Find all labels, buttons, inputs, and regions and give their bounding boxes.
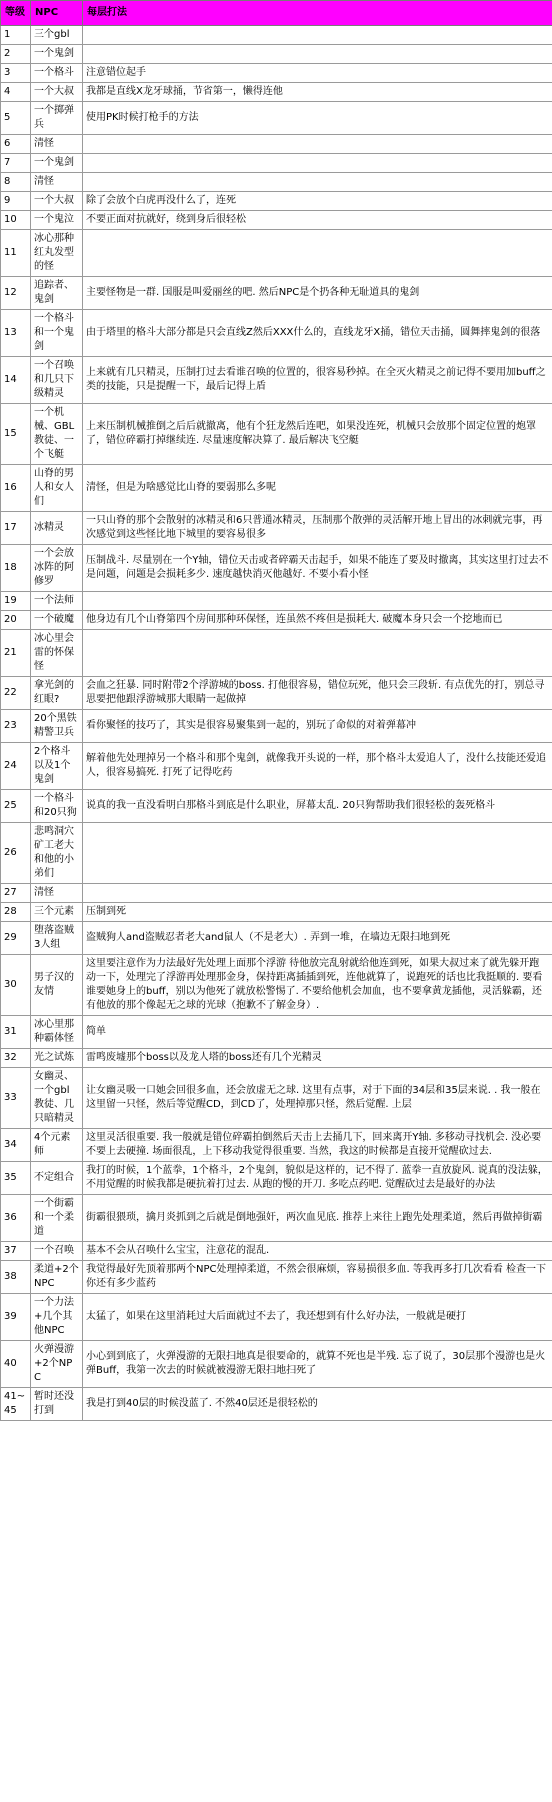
tip-cell: 这里要注意作为力法最好先处理上面那个浮游 待他放完乱射就给他连到死，如果大叔过来了就先躲开跑动一下，处理完了浮游再处理那金身，保持距离插插到死，连他就算了，说跑死的话也比我挺顺的. 要看谁要她身上的buff，别以为他死了就放松警惕了. 不要给他机会加血，也不要拿黄龙插他，灵活躲霸，还有他放的那个像起无之球的光球（抱歉不了解金身）. <box>83 955 552 1016</box>
table-row <box>1 173 552 192</box>
table-row <box>1 211 552 230</box>
npc-cell: 清怪 <box>31 884 83 903</box>
npc-cell: 冰心里那种霸体怪 <box>31 1016 83 1049</box>
tip-cell: 街霸很猥琐，擒月炎抓到之后就是倒地强奸，两次血见底. 推荐上来往上跑先处理柔道，然后再做掉街霸 <box>83 1195 552 1242</box>
table-row <box>1 1162 552 1195</box>
level-cell: 27 <box>1 884 31 903</box>
tip-cell: 解着他先处理掉另一个格斗和那个鬼剑，就像我开头说的一样，那个格斗太爱追人了，没什么技能还爱追人，很容易搞死. 打死了记得吃药 <box>83 743 552 790</box>
tip-cell: 上来压制机械推倒之后后就撤离，他有个狂龙然后连吧，如果没连死，机械只会放那个固定位置的炮罩了，错位碎霸打掉继续连. 尽量速度解决算了. 最后解决飞空艇 <box>83 404 552 465</box>
tip-cell: 我是打到40层的时候没蓝了. 不然40层还是很轻松的 <box>83 1388 552 1421</box>
tip-cell: 清怪，但是为啥感觉比山脊的要弱那么多呢 <box>83 465 552 512</box>
npc-cell: 拿光剑的红眼? <box>31 677 83 710</box>
level-cell: 7 <box>1 154 31 173</box>
tip-cell: 压制战斗. 尽量别在一个Y轴，错位天击或者碎霸天击起手，如果不能连了要及时撤离，其实这里打过去不是问题，问题是会损耗多少. 速度越快消灭他越好. 不要小看小怪 <box>83 545 552 592</box>
npc-cell: 火弹漫游+2个NPC <box>31 1341 83 1388</box>
header-level: 等级 <box>1 1 31 26</box>
tip-cell: 不要正面对抗就好，绕到身后很轻松 <box>83 211 552 230</box>
level-cell: 32 <box>1 1049 31 1068</box>
tip-cell: 太猛了，如果在这里消耗过大后面就过不去了，我还想到有什么好办法，一般就是硬打 <box>83 1294 552 1341</box>
level-cell: 33 <box>1 1068 31 1129</box>
table-row <box>1 192 552 211</box>
level-cell: 26 <box>1 823 31 884</box>
level-cell: 36 <box>1 1195 31 1242</box>
tip-cell <box>83 135 552 154</box>
npc-cell: 2个格斗以及1个鬼剑 <box>31 743 83 790</box>
table-body <box>1 26 552 1421</box>
tip-cell: 盗贼狗人and盗贼忍者老大and鼠人（不是老大）. 弄到一堆，在墙边无限扫地到死 <box>83 922 552 955</box>
table-row <box>1 592 552 611</box>
level-cell: 13 <box>1 310 31 357</box>
level-cell: 37 <box>1 1242 31 1261</box>
npc-cell: 冰精灵 <box>31 512 83 545</box>
table-row <box>1 710 552 743</box>
table-row <box>1 512 552 545</box>
tip-cell: 除了会放个白虎再没什么了，连死 <box>83 192 552 211</box>
table-row <box>1 1049 552 1068</box>
tip-cell <box>83 230 552 277</box>
level-cell: 20 <box>1 611 31 630</box>
npc-cell: 4个元素师 <box>31 1129 83 1162</box>
table-row <box>1 83 552 102</box>
tip-cell <box>83 45 552 64</box>
npc-cell: 一个会放冰阵的阿修罗 <box>31 545 83 592</box>
table-row <box>1 884 552 903</box>
table-row <box>1 611 552 630</box>
npc-cell: 清怪 <box>31 135 83 154</box>
level-cell: 1 <box>1 26 31 45</box>
npc-cell: 一个掷弹兵 <box>31 102 83 135</box>
tip-cell <box>83 592 552 611</box>
level-cell: 31 <box>1 1016 31 1049</box>
tip-cell: 我觉得最好先顶着那两个NPC处理掉柔道，不然会很麻烦，容易损很多血. 等我再多打几次看看 检查一下你还有多少蓝药 <box>83 1261 552 1294</box>
tip-cell: 会血之狂暴. 同时附带2个浮游城的boss. 打他很容易，错位玩死，他只会三段斩. 有点优先的打，别总寻思要把他跟浮游城那大眼睛一起做掉 <box>83 677 552 710</box>
table-row <box>1 26 552 45</box>
table-row <box>1 1388 552 1421</box>
table-row <box>1 465 552 512</box>
table-row <box>1 743 552 790</box>
level-cell: 34 <box>1 1129 31 1162</box>
npc-cell: 冰心那种红丸发型的怪 <box>31 230 83 277</box>
level-cell: 10 <box>1 211 31 230</box>
level-cell: 16 <box>1 465 31 512</box>
npc-cell: 一个召唤 <box>31 1242 83 1261</box>
level-cell: 15 <box>1 404 31 465</box>
npc-cell: 三个元素 <box>31 903 83 922</box>
table-row <box>1 903 552 922</box>
table-row <box>1 823 552 884</box>
npc-cell: 20个黑铁精警卫兵 <box>31 710 83 743</box>
npc-cell: 一个格斗和20只狗 <box>31 790 83 823</box>
npc-cell: 一个大叔 <box>31 83 83 102</box>
table-row <box>1 1261 552 1294</box>
table-row <box>1 45 552 64</box>
npc-cell: 一个大叔 <box>31 192 83 211</box>
tip-cell: 说真的我一直没看明白那格斗到底是什么职业，屏幕太乱. 20只狗帮助我们很轻松的轰死格斗 <box>83 790 552 823</box>
tip-cell: 让女幽灵吸一口她会回很多血，还会放虚无之球. 这里有点事，对于下面的34层和35层来说. . 我一般在这里留一只怪，然后等觉醒CD，到CD了，处理掉那只怪，然后觉醒. 上层 <box>83 1068 552 1129</box>
table-row <box>1 357 552 404</box>
table-row <box>1 277 552 310</box>
table-row <box>1 922 552 955</box>
table-row <box>1 1341 552 1388</box>
npc-cell: 一个力法+几个其他NPC <box>31 1294 83 1341</box>
npc-cell: 柔道+2个NPC <box>31 1261 83 1294</box>
table-row <box>1 677 552 710</box>
table-row <box>1 64 552 83</box>
tip-cell: 小心到到底了，火弹漫游的无限扫地真是很要命的，就算不死也是半残. 忘了说了，30层那个漫游也是火弹Buff，我第一次去的时候就被漫游无限扫地扫死了 <box>83 1341 552 1388</box>
header-tip: 每层打法 <box>83 1 552 26</box>
npc-cell: 清怪 <box>31 173 83 192</box>
tip-cell: 使用PK时候打枪手的方法 <box>83 102 552 135</box>
table-row <box>1 102 552 135</box>
npc-cell: 山脊的男人和女人们 <box>31 465 83 512</box>
tip-cell: 压制到死 <box>83 903 552 922</box>
tip-cell: 基本不会从召唤什么宝宝，注意花的混乱. <box>83 1242 552 1261</box>
level-cell: 12 <box>1 277 31 310</box>
npc-cell: 一个召唤和几只下级精灵 <box>31 357 83 404</box>
level-cell: 6 <box>1 135 31 154</box>
npc-cell: 一个鬼剑 <box>31 154 83 173</box>
tip-cell <box>83 26 552 45</box>
header-npc: NPC <box>31 1 83 26</box>
level-cell: 8 <box>1 173 31 192</box>
table-row <box>1 135 552 154</box>
level-cell: 11 <box>1 230 31 277</box>
tip-cell: 看你聚怪的技巧了，其实是很容易聚集到一起的，别玩了命似的对着弹幕冲 <box>83 710 552 743</box>
table-row <box>1 1068 552 1129</box>
table-row <box>1 955 552 1016</box>
tip-cell <box>83 630 552 677</box>
table-row <box>1 1294 552 1341</box>
tip-cell <box>83 173 552 192</box>
npc-cell: 不定组合 <box>31 1162 83 1195</box>
table-row <box>1 1195 552 1242</box>
level-cell: 41~45 <box>1 1388 31 1421</box>
level-cell: 5 <box>1 102 31 135</box>
tip-cell: 简单 <box>83 1016 552 1049</box>
npc-cell: 光之试炼 <box>31 1049 83 1068</box>
level-cell: 38 <box>1 1261 31 1294</box>
npc-cell: 堕落盗贼3人组 <box>31 922 83 955</box>
npc-cell: 暂时还没打到 <box>31 1388 83 1421</box>
npc-cell: 男子汉的友情 <box>31 955 83 1016</box>
tip-cell: 注意错位起手 <box>83 64 552 83</box>
npc-cell: 一个法师 <box>31 592 83 611</box>
npc-cell: 一个鬼剑 <box>31 45 83 64</box>
npc-cell: 一个街霸和一个柔道 <box>31 1195 83 1242</box>
level-cell: 40 <box>1 1341 31 1388</box>
tip-cell: 主要怪物是一群. 国服是叫爱丽丝的吧. 然后NPC是个扔各种无耻道具的鬼剑 <box>83 277 552 310</box>
table-row <box>1 1129 552 1162</box>
table-row <box>1 1242 552 1261</box>
level-cell: 2 <box>1 45 31 64</box>
level-cell: 4 <box>1 83 31 102</box>
tip-cell: 雷鸣废墟那个boss以及龙人塔的boss还有几个光精灵 <box>83 1049 552 1068</box>
level-cell: 18 <box>1 545 31 592</box>
tip-cell: 一只山脊的那个会散射的冰精灵和6只普通冰精灵，压制那个散弹的灵活解开地上冒出的冰刺就完事，再次感觉到这些怪比地下城里的要容易很多 <box>83 512 552 545</box>
npc-cell: 一个格斗和一个鬼剑 <box>31 310 83 357</box>
npc-cell: 悲鸣洞穴矿工老大和他的小弟们 <box>31 823 83 884</box>
tip-cell: 由于塔里的格斗大部分都是只会直线Z然后XXX什么的，直线龙牙X捅，错位天击捅，圆舞摔鬼剑的很落 <box>83 310 552 357</box>
level-cell: 19 <box>1 592 31 611</box>
level-cell: 28 <box>1 903 31 922</box>
level-cell: 14 <box>1 357 31 404</box>
table-row <box>1 790 552 823</box>
table-row <box>1 404 552 465</box>
level-cell: 35 <box>1 1162 31 1195</box>
npc-cell: 一个机械、GBL教徒、一个飞艇 <box>31 404 83 465</box>
tip-cell: 我都是直线X龙牙球捅，节省第一，懒得连他 <box>83 83 552 102</box>
level-cell: 39 <box>1 1294 31 1341</box>
level-cell: 25 <box>1 790 31 823</box>
npc-cell: 女幽灵、一个gbl教徒、几只暗精灵 <box>31 1068 83 1129</box>
npc-cell: 一个鬼泣 <box>31 211 83 230</box>
npc-cell: 三个gbl <box>31 26 83 45</box>
table-row <box>1 154 552 173</box>
tip-cell <box>83 823 552 884</box>
tip-cell: 我打的时候，1个蓝拳，1个格斗，2个鬼剑，貌似是这样的，记不得了. 蓝拳一直放旋风. 说真的没法躲，不用觉醒的时候我都是硬抗着打过去. 从跑的慢的开刀. 多吃点药吧. 觉醒砍过去是最好的办法 <box>83 1162 552 1195</box>
npc-cell: 冰心里会雷的怀保怪 <box>31 630 83 677</box>
level-cell: 29 <box>1 922 31 955</box>
level-cell: 30 <box>1 955 31 1016</box>
tip-cell: 上来就有几只精灵，压制打过去看谁召唤的位置的，很容易秒掉。在全灭火精灵之前记得不要用加buff之类的技能，只是提醒一下，最后记得上盾 <box>83 357 552 404</box>
table-row <box>1 545 552 592</box>
tip-cell: 这里灵活很重要. 我一般就是错位碎霸拍倒然后天击上去捅几下，回来离开Y轴. 多移动寻找机会. 没必要不要上去硬撞. 场面很乱，上下移动我觉得很重要. 当然，我这的时候都是直接开觉醒砍过去. <box>83 1129 552 1162</box>
header-row <box>1 1 552 26</box>
level-cell: 9 <box>1 192 31 211</box>
level-cell: 17 <box>1 512 31 545</box>
npc-cell: 一个格斗 <box>31 64 83 83</box>
level-cell: 21 <box>1 630 31 677</box>
tip-cell: 他身边有几个山脊第四个房间那种环保怪，连虽然不疼但是损耗大. 破魔本身只会一个挖地而已 <box>83 611 552 630</box>
tip-cell <box>83 884 552 903</box>
table-row <box>1 630 552 677</box>
table-row <box>1 1016 552 1049</box>
table-row <box>1 310 552 357</box>
level-cell: 22 <box>1 677 31 710</box>
level-cell: 3 <box>1 64 31 83</box>
level-cell: 23 <box>1 710 31 743</box>
table-row <box>1 230 552 277</box>
level-cell: 24 <box>1 743 31 790</box>
npc-cell: 追踪者、鬼剑 <box>31 277 83 310</box>
npc-cell: 一个破魔 <box>31 611 83 630</box>
tip-cell <box>83 154 552 173</box>
